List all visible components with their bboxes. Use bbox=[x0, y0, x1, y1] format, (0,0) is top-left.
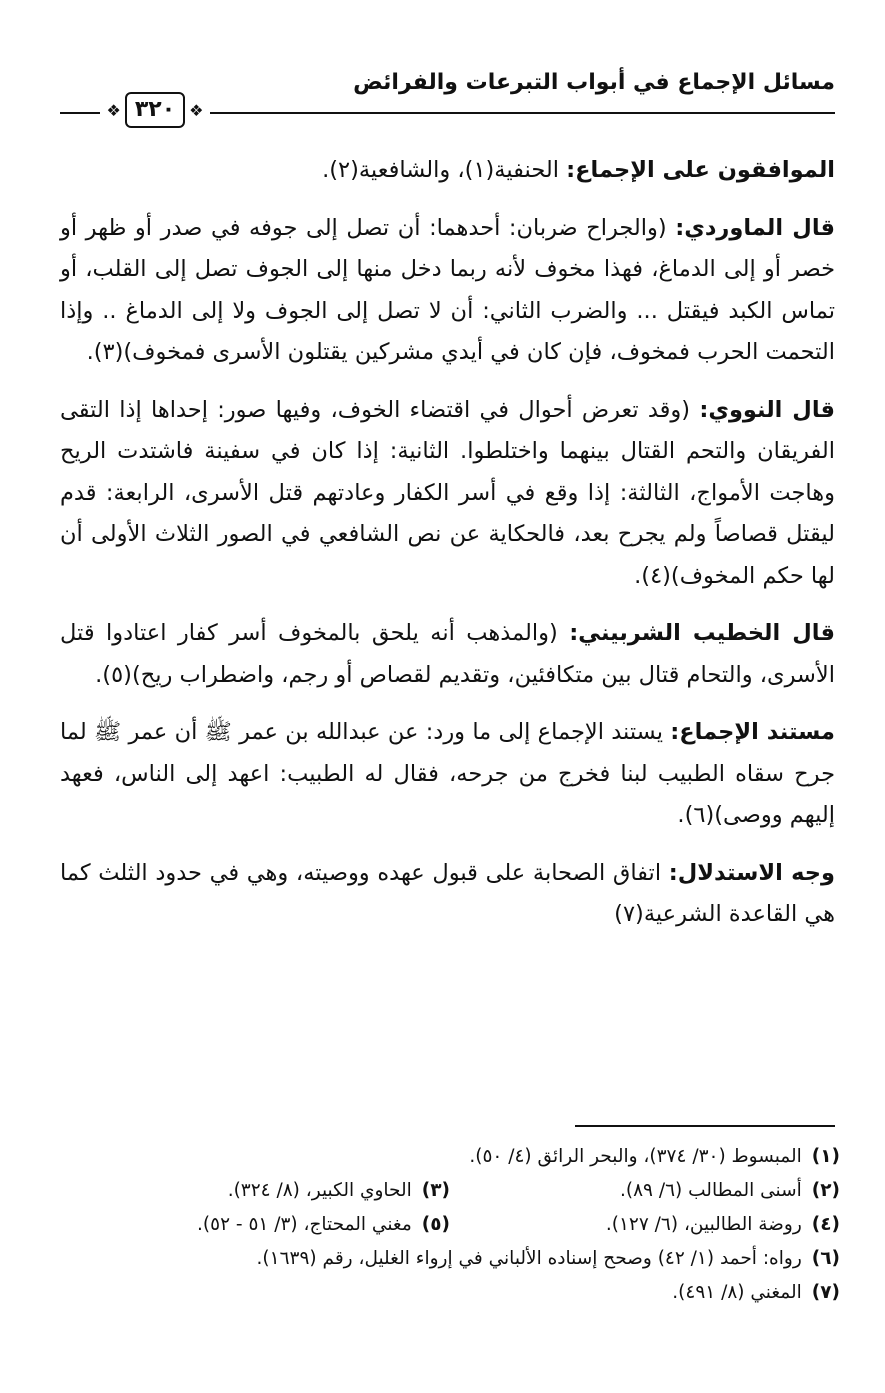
ornament-icon: ❖ bbox=[106, 100, 121, 120]
paragraph-text: اتفاق الصحابة على قبول عهده ووصيته، وهي في حدود الثلث كما هي القاعدة الشرعية(٧) bbox=[60, 859, 835, 927]
footnote-number: (٢) bbox=[811, 1180, 840, 1201]
paragraph-consensus-basis bbox=[60, 712, 835, 837]
footnote-line bbox=[60, 1174, 840, 1208]
footnote-separator bbox=[575, 1125, 835, 1127]
footnote-5 bbox=[60, 1208, 450, 1242]
footnote-3 bbox=[60, 1174, 450, 1208]
footnote-line bbox=[60, 1140, 840, 1174]
footnote-number: (١) bbox=[811, 1146, 840, 1167]
paragraph-label: قال النووي: bbox=[699, 396, 836, 423]
footnote-line bbox=[60, 1242, 840, 1276]
footnote-number: (٦) bbox=[811, 1248, 840, 1269]
paragraph-mawardi-quote bbox=[60, 208, 835, 374]
footnote-number: (٣) bbox=[421, 1180, 450, 1201]
paragraph-text: يستند الإجماع إلى ما ورد: عن عبدالله بن عمر ﷺ أن عمر ﷺ لما جرح سقاه الطبيب لبنا فخرج من جرحه، فقال له الطبيب: اعهد إلى الناس، فعهد إليهم ووصى)(٦). bbox=[60, 719, 835, 828]
footnote-text: الحاوي الكبير، (٨/ ٣٢٤). bbox=[227, 1180, 412, 1201]
footnote-text: روضة الطالبين، (٦/ ١٢٧). bbox=[605, 1214, 802, 1235]
paragraph-consensus-agreers bbox=[60, 150, 835, 192]
footnote-number: (٧) bbox=[811, 1282, 840, 1303]
paragraph-text: الحنفية(١)، والشافعية(٢). bbox=[322, 157, 567, 183]
footnotes bbox=[60, 1140, 840, 1310]
paragraph-label: قال الماوردي: bbox=[675, 214, 835, 241]
footnote-2 bbox=[450, 1174, 840, 1208]
paragraph-text: (والمذهب أنه يلحق بالمخوف أسر كفار اعتادوا قتل الأسرى، والتحام قتال بين متكافئين، وتقديم لقصاص أو رجم، واضطراب ريح)(٥). bbox=[60, 620, 835, 688]
main-text bbox=[60, 150, 835, 952]
footnote-number: (٤) bbox=[811, 1214, 840, 1235]
footnote-text: أسنى المطالب (٦/ ٨٩). bbox=[620, 1180, 802, 1201]
ornament-icon: ❖ bbox=[189, 100, 204, 120]
paragraph-label: قال الخطيب الشربيني: bbox=[569, 620, 835, 646]
footnote-text: المغني (٨/ ٤٩١). bbox=[672, 1282, 802, 1303]
paragraph-label: وجه الاستدلال: bbox=[668, 859, 835, 886]
paragraph-evidence-aspect bbox=[60, 853, 835, 936]
footnote-text: رواه: أحمد (١/ ٤٢) وصحح إسناده الألباني في إرواء الغليل، رقم (١٦٣٩). bbox=[256, 1248, 802, 1269]
footnote-number: (٥) bbox=[421, 1214, 450, 1235]
footnote-1 bbox=[469, 1140, 840, 1174]
footnote-line bbox=[60, 1276, 840, 1310]
paragraph-label: الموافقون على الإجماع: bbox=[566, 157, 835, 183]
running-title: مسائل الإجماع في أبواب التبرعات والفرائض bbox=[353, 70, 835, 95]
paragraph-nawawi-quote bbox=[60, 390, 835, 598]
paragraph-text: (وقد تعرض أحوال في اقتضاء الخوف، وفيها صور: إحداها إذا التقى الفريقان والتحم القتال بينهما واختلطوا. الثانية: إذا كان في سفينة فاشتدت الريح وهاجت الأمواج، الثالثة: إذا وقع في أسر الكفار وعادتهم قتل الأسرى، الرابعة: قدم ليقتل قصاصاً ولم يجرح بعد، فالحكاية عن نص الشافعي في الصور الثلاث الأولى أن لها حكم المخوف)(٤). bbox=[60, 396, 835, 589]
page-number: ٣٢٠ bbox=[125, 92, 185, 128]
footnote-line bbox=[60, 1208, 840, 1242]
paragraph-label: مستند الإجماع: bbox=[670, 719, 835, 745]
footnote-4 bbox=[450, 1208, 840, 1242]
paragraph-shirbini-quote bbox=[60, 613, 835, 696]
footnote-text: مغني المحتاج، (٣/ ٥١ - ٥٢). bbox=[197, 1214, 412, 1235]
footnote-6 bbox=[257, 1242, 840, 1276]
footnote-7 bbox=[672, 1276, 840, 1310]
paragraph-text: (والجراح ضربان: أحدهما: أن تصل إلى جوفه في صدر أو ظهر أو خصر أو إلى الدماغ، فهذا مخوف لأنه ربما دخل منها إلى الجوف تصل إلى القلب، أو تماس الكبد فيقتل ... والضرب الثاني: أن لا تصل إلى الجوف ولا إلى الدماغ .. وإذا التحمت الحرب فمخوف، فإن كان في أيدي مشركين يقتلون الأسرى فمخوف)(٣). bbox=[60, 214, 835, 365]
page-header bbox=[60, 60, 835, 130]
page-number-frame bbox=[100, 88, 210, 132]
footnote-text: المبسوط (٣٠/ ٣٧٤)، والبحر الرائق (٤/ ٥٠). bbox=[469, 1146, 802, 1167]
